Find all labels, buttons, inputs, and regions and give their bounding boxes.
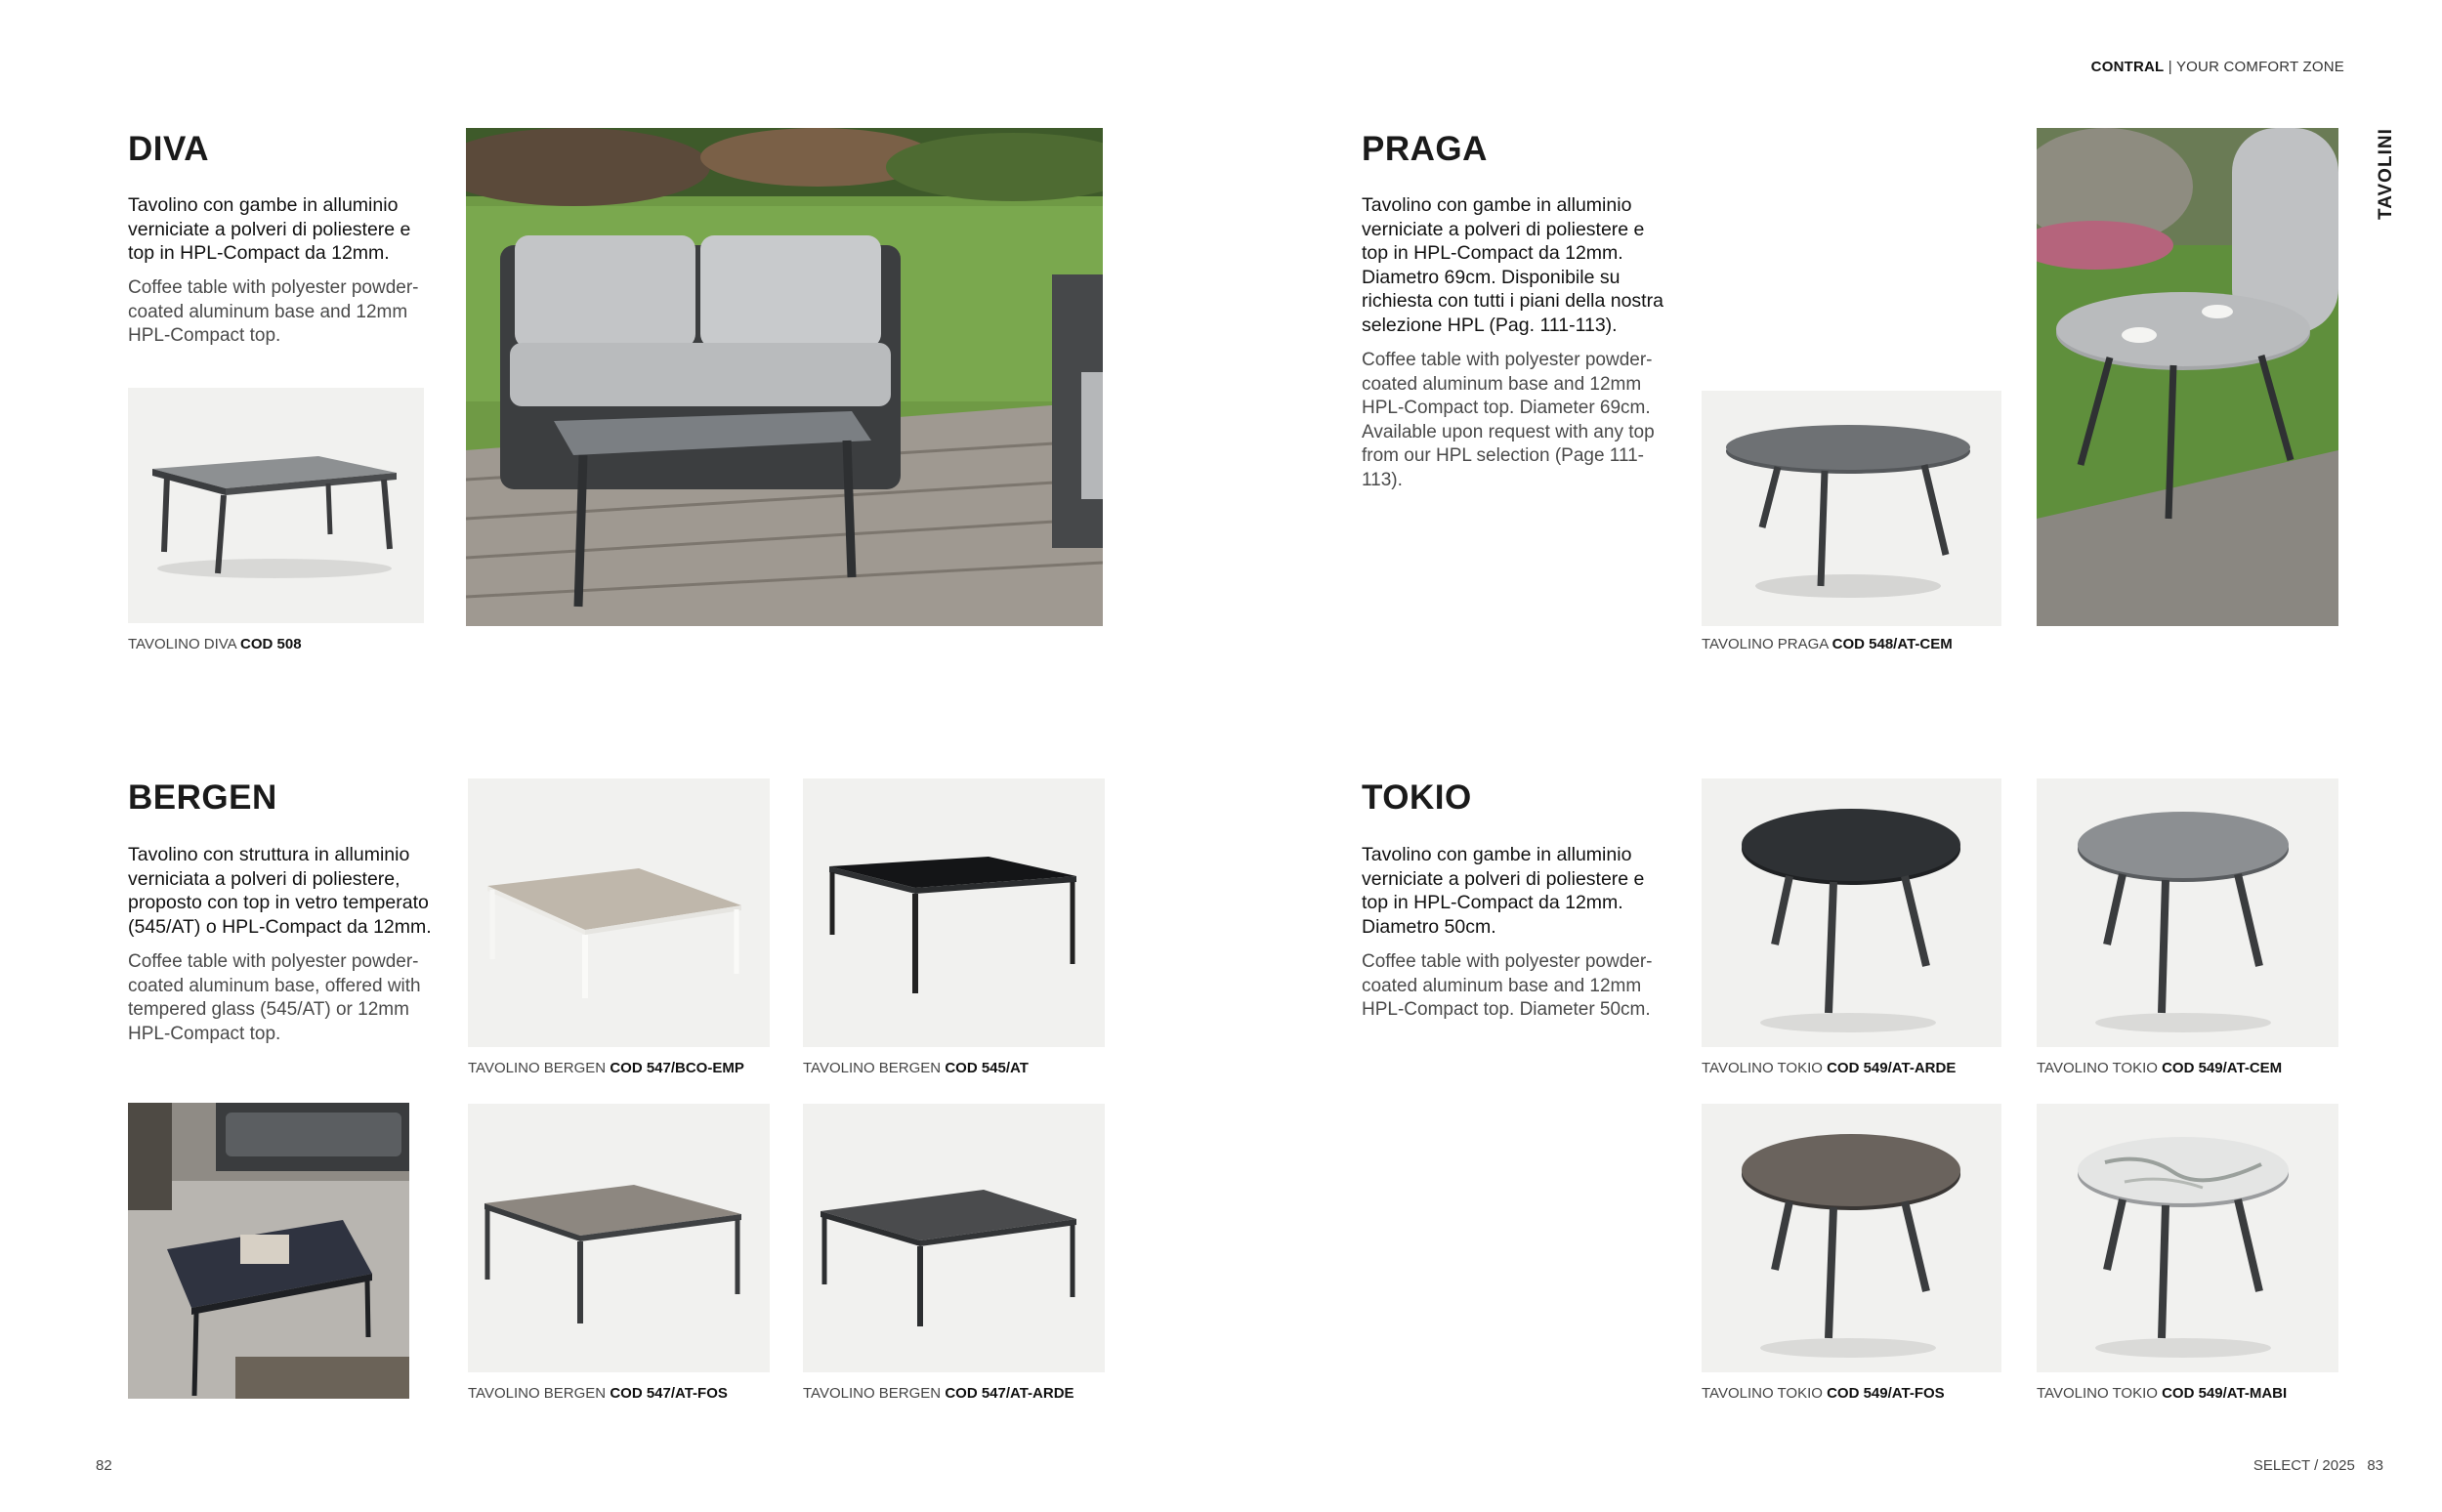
catalog-edition: SELECT / 2025 [2253, 1457, 2355, 1474]
caption-product-name: TAVOLINO BERGEN [468, 1060, 607, 1076]
brand-name: CONTRAL [2090, 59, 2165, 75]
praga-title: PRAGA [1362, 130, 1488, 168]
caption-product-code: COD 548/AT-CEM [1832, 636, 1953, 652]
bergen-product-image-1 [468, 778, 770, 1047]
tokio-title: TOKIO [1362, 778, 1472, 817]
page-number-left: 82 [96, 1457, 112, 1474]
header-separator: | [2164, 59, 2176, 75]
section-side-label [2376, 128, 2405, 230]
bergen-title: BERGEN [128, 778, 277, 817]
caption-product-name: TAVOLINO TOKIO [1702, 1385, 1823, 1402]
section-label-text: TAVOLINI [2376, 128, 2396, 220]
diva-caption [128, 636, 302, 652]
bergen-product-image-3 [468, 1104, 770, 1372]
diva-title: DIVA [128, 130, 210, 168]
diva-product-image [128, 388, 424, 623]
tokio-product-image-3 [1702, 1104, 2001, 1372]
diva-description-en: Coffee table with polyester powder-coated aluminum base and 12mm HPL-Compact top. [128, 277, 419, 346]
praga-lifestyle-photo [2037, 128, 2338, 626]
bergen-caption-1 [468, 1060, 744, 1076]
bergen-caption-2 [803, 1060, 1029, 1076]
tokio-caption-4 [2037, 1385, 2287, 1402]
bergen-description-it: Tavolino con struttura in alluminio verniciata a polveri di poliestere, proposto con top in vetro temperato (545/AT) o HPL-Compact da 12mm. [128, 844, 432, 938]
bergen-product-image-4 [803, 1104, 1105, 1372]
tokio-description-en: Coffee table with polyester powder-coated aluminum base and 12mm HPL-Compact top. Diameter 50cm. [1362, 951, 1653, 1020]
page-header [2091, 59, 2344, 75]
tokio-product-image-1 [1702, 778, 2001, 1047]
caption-product-name: TAVOLINO TOKIO [2037, 1060, 2158, 1076]
caption-product-name: TAVOLINO PRAGA [1702, 636, 1829, 652]
caption-product-name: TAVOLINO TOKIO [1702, 1060, 1823, 1076]
bergen-lifestyle-photo [128, 1103, 409, 1399]
tokio-caption-1 [1702, 1060, 1956, 1076]
caption-product-code: COD 545/AT [945, 1060, 1029, 1076]
bergen-product-image-2 [803, 778, 1105, 1047]
caption-product-code: COD 547/BCO-EMP [610, 1060, 744, 1076]
caption-product-name: TAVOLINO DIVA [128, 636, 236, 652]
page-footer-right [2253, 1457, 2383, 1474]
page-number-right: 83 [2367, 1457, 2383, 1474]
bergen-description-en: Coffee table with polyester powder-coated aluminum base, offered with tempered glass (545/AT) or 12mm HPL-Compact top. [128, 951, 421, 1044]
tokio-product-image-4 [2037, 1104, 2338, 1372]
caption-product-code: COD 549/AT-ARDE [1827, 1060, 1957, 1076]
praga-product-image [1702, 391, 2001, 626]
caption-product-code: COD 549/AT-FOS [1827, 1385, 1945, 1402]
praga-description-en: Coffee table with polyester powder-coated aluminum base and 12mm HPL-Compact top. Diameter 69cm. Available upon request with any top from our HPL selection (Page 111-113). [1362, 350, 1655, 490]
tokio-caption-3 [1702, 1385, 1945, 1402]
caption-product-name: TAVOLINO BERGEN [468, 1385, 607, 1402]
tokio-product-image-2 [2037, 778, 2338, 1047]
caption-product-name: TAVOLINO BERGEN [803, 1060, 942, 1076]
header-tagline: YOUR COMFORT ZONE [2175, 59, 2344, 75]
caption-product-code: COD 547/AT-FOS [610, 1385, 728, 1402]
caption-product-code: COD 549/AT-CEM [2162, 1060, 2283, 1076]
bergen-caption-3 [468, 1385, 728, 1402]
tokio-caption-2 [2037, 1060, 2282, 1076]
tokio-description-it: Tavolino con gambe in alluminio verniciate a polveri di poliestere e top in HPL-Compact da 12mm. Diametro 50cm. [1362, 844, 1645, 938]
praga-caption [1702, 636, 1953, 652]
diva-lifestyle-photo [466, 128, 1103, 626]
caption-product-name: TAVOLINO TOKIO [2037, 1385, 2158, 1402]
diva-description-it: Tavolino con gambe in alluminio verniciate a polveri di poliestere e top in HPL-Compact da 12mm. [128, 194, 411, 264]
bergen-caption-4 [803, 1385, 1074, 1402]
caption-product-code: COD 547/AT-ARDE [945, 1385, 1074, 1402]
caption-product-name: TAVOLINO BERGEN [803, 1385, 942, 1402]
praga-description-it: Tavolino con gambe in alluminio verniciate a polveri di poliestere e top in HPL-Compact da 12mm. Diametro 69cm. Disponibile su richiesta con tutti i piani della nostra selezione HPL (Pag. 111-113). [1362, 194, 1663, 336]
caption-product-code: COD 549/AT-MABI [2162, 1385, 2288, 1402]
caption-product-code: COD 508 [240, 636, 302, 652]
